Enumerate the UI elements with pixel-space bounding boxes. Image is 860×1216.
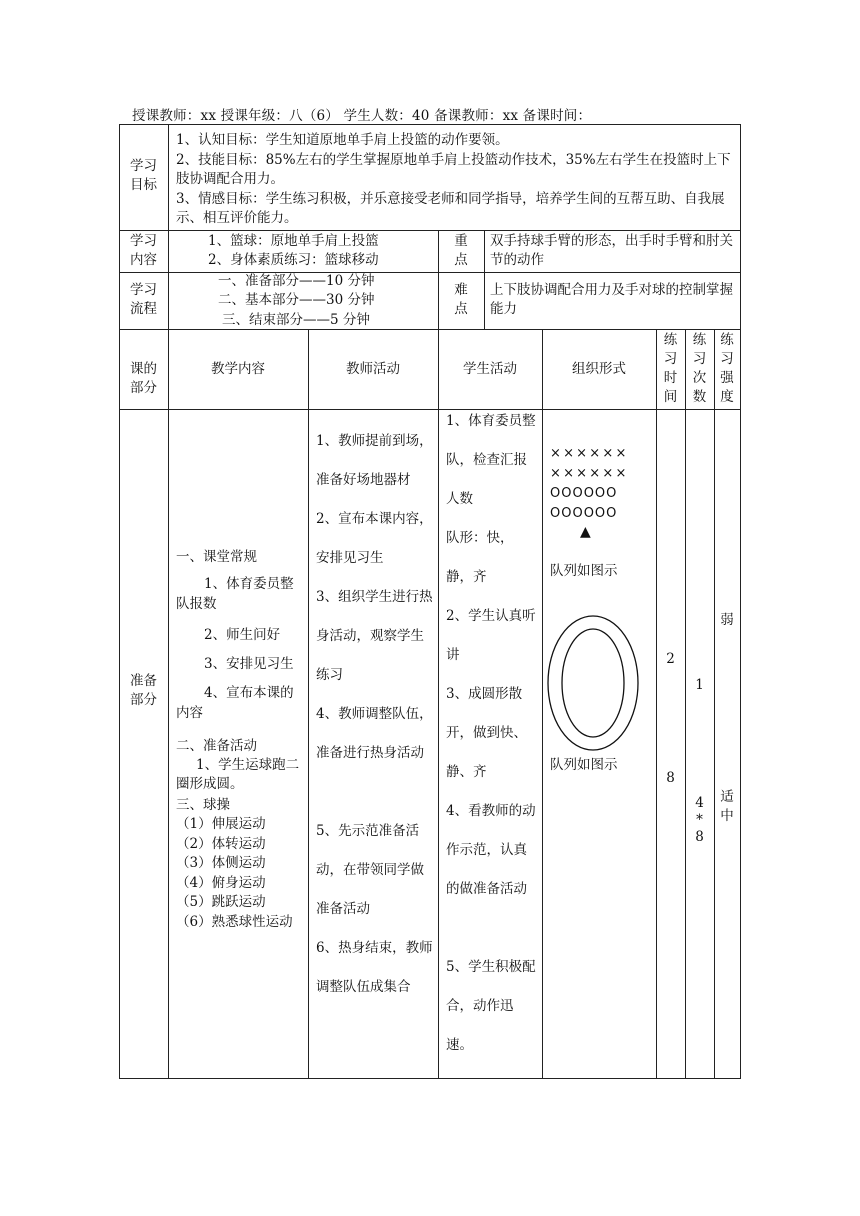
practice-time-value: 2 [666,651,675,667]
content-line: （5）跳跃运动 [176,894,266,910]
key-point-label: 重 点 [454,233,468,268]
content-line: （4）俯身运动 [176,875,266,891]
formation-caption-2: 队列如图示 [550,757,618,773]
student-line: 1、体育委员整队，检查汇报人数 [446,413,536,507]
content-line: 4、宣布本课的内容 [176,685,294,721]
content-line: （6）熟悉球性运动 [176,914,293,930]
col-intensity: 练 习 强 度 [720,332,734,405]
objective-1: 1、认知目标：学生知道原地单手肩上投篮的动作要领。 [176,132,509,148]
flow-item-3: 三、结束部分——5 分钟 [222,312,370,328]
practice-count-value: 4 * 8 [695,795,704,845]
lesson-header: 授课教师：xx 授课年级：八（6） 学生人数：40 备课教师：xx 备课时间： [132,108,592,124]
flow-label: 学习 流程 [130,282,157,317]
content-line: 1、体育委员整队报数 [176,576,294,612]
difficulty-text: 上下肢协调配合用力及手对球的控制掌握能力 [490,282,733,317]
practice-count-value: 1 [695,677,704,693]
col-student: 学生活动 [463,361,517,377]
teacher-line: 3、组织学生进行热身活动，观察学生练习 [316,589,433,683]
content-line: （2）体转运动 [176,836,266,852]
formation-row: OOOOOO [550,506,618,521]
formation-row: ×××××× [550,466,629,481]
difficulty-label: 难 点 [454,282,468,317]
practice-time-value: 8 [666,770,675,786]
col-content: 教学内容 [211,361,265,377]
flow-item-2: 二、基本部分——30 分钟 [218,292,375,308]
objective-3: 3、情感目标：学生练习积极，并乐意接受老师和同学指导，培养学生间的互帮互助、自我展示、相互评价能力。 [176,191,725,226]
student-line: 队形：快，静，齐 [446,530,514,585]
formation-row: OOOOOO [550,486,618,501]
content-item-2: 2、身体素质练习：篮球移动 [208,252,379,268]
intensity-value: 适 中 [720,789,734,824]
student-line: 5、学生积极配合，动作迅速。 [446,959,536,1053]
objective-2: 2、技能目标：85%左右的学生掌握原地单手肩上投篮动作技术，35%左右学生在投篮时上下肢协调配合用力。 [176,152,731,187]
content-line: （1）伸展运动 [176,816,266,832]
teacher-line: 2、宣布本课内容，安排见习生 [316,511,433,566]
teacher-line: 4、教师调整队伍，准备进行热身活动 [316,706,433,761]
flow-item-1: 一、准备部分——10 分钟 [218,273,375,289]
col-teacher: 教师活动 [346,361,400,377]
teacher-line: 5、先示范准备活动，在带领同学做准备活动 [316,823,424,917]
intensity-value: 弱 [720,612,734,628]
col-time: 练 习 时 间 [663,332,678,405]
teacher-triangle-icon: ▲ [580,524,591,540]
content-line: 一、课堂常规 [176,549,257,565]
objectives-label: 学习 目标 [130,158,157,193]
content-line: 二、准备活动 [176,738,257,754]
content-item-1: 1、篮球：原地单手肩上投篮 [208,233,379,249]
teacher-line: 6、热身结束，教师调整队伍成集合 [316,940,433,995]
content-label: 学习 内容 [130,233,157,268]
content-line: 1、学生运球跑二圈形成圆。 [176,757,300,792]
student-line: 2、学生认真听讲 [446,608,536,663]
content-line: （3）体侧运动 [176,855,266,871]
content-line: 三、球操 [176,797,230,813]
content-line: 3、安排见习生 [204,656,294,672]
col-count: 练 习 次 数 [692,332,707,405]
formation-row: ×××××× [550,446,629,461]
row-part-label: 准备 部分 [130,673,157,708]
student-line: 3、成圆形散开，做到快、静、齐 [446,686,527,780]
formation-caption-1: 队列如图示 [550,563,618,579]
col-org: 组织形式 [572,361,626,377]
content-line: 2、师生问好 [204,627,281,643]
key-point-text: 双手持球手臂的形态，出手时手臂和肘关节的动作 [490,233,733,268]
student-line: 4、看教师的动作示范，认真的做准备活动 [446,803,536,897]
teacher-line: 1、教师提前到场，准备好场地器材 [316,433,433,488]
circle-formation-diagram [546,614,640,752]
col-part: 课的 部分 [130,361,157,396]
